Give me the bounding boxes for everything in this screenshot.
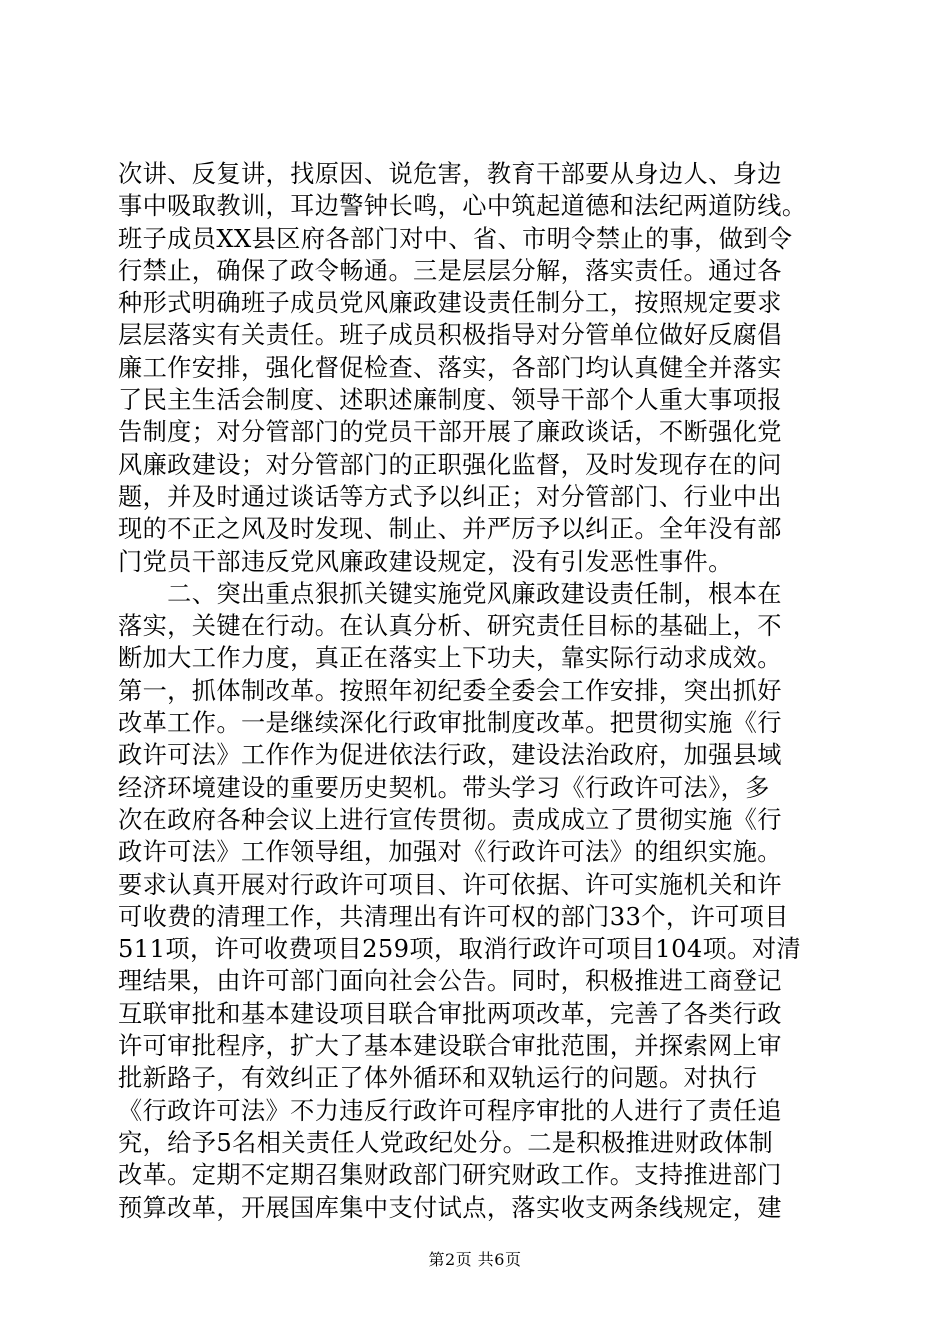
text-line: 政许可法》工作领导组，加强对《行政许可法》的组织实施。 [118, 838, 782, 867]
text-line: 要求认真开展对行政许可项目、许可依据、许可实施机关和许 [118, 870, 782, 899]
text-line: 批新路子，有效纠正了体外循环和双轨运行的问题。对执行 [118, 1064, 758, 1093]
text-line: 《行政许可法》不力违反行政许可程序审批的人进行了责任追 [118, 1096, 782, 1125]
text-line: 511项，许可收费项目259项，取消行政许可项目104项。对清 [118, 935, 802, 964]
text-line: 许可审批程序，扩大了基本建设联合审批范围，并探索网上审 [118, 1032, 782, 1061]
text-line: 可收费的清理工作，共清理出有许可权的部门33个，许可项目 [118, 902, 789, 931]
text-line: 现的不正之风及时发现、制止、并严厉予以纠正。全年没有部 [118, 515, 782, 544]
text-line: 行禁止，确保了政令畅通。三是层层分解，落实责任。通过各 [118, 256, 782, 285]
text-line: 改革。定期不定期召集财政部门研究财政工作。支持推进部门 [118, 1161, 782, 1190]
body-text [118, 158, 838, 1224]
text-line: 经济环境建设的重要历史契机。带头学习《行政许可法》，多 [118, 773, 770, 802]
text-line: 风廉政建设；对分管部门的正职强化监督，及时发现存在的问 [118, 450, 782, 479]
text-line: 断加大工作力度，真正在落实上下功夫，靠实际行动求成效。 [118, 644, 782, 673]
text-line: 次讲、反复讲，找原因、说危害，教育干部要从身边人、身边 [118, 160, 782, 188]
page-footer: 第2页 共6页 [428, 1250, 522, 1269]
text-line: 层层落实有关责任。班子成员积极指导对分管单位做好反腐倡 [118, 321, 782, 350]
text-line: 次在政府各种会议上进行宣传贯彻。责成成立了贯彻实施《行 [118, 805, 782, 834]
text-line: 廉工作安排，强化督促检查、落实，各部门均认真健全并落实 [118, 353, 782, 382]
text-line: 事中吸取教训，耳边警钟长鸣，心中筑起道德和法纪两道防线。 [118, 192, 807, 221]
text-line: 政许可法》工作作为促进依法行政，建设法治政府，加强县域 [118, 741, 782, 770]
text-line: 落实，关键在行动。在认真分析、研究责任目标的基础上，不 [118, 612, 782, 641]
text-line: 改革工作。一是继续深化行政审批制度改革。把贯彻实施《行 [118, 709, 782, 738]
text-line: 门党员干部违反党风廉政建设规定，没有引发恶性事件。 [118, 547, 733, 576]
text-line: 班子成员XX县区府各部门对中、省、市明令禁止的事，做到令 [118, 224, 793, 253]
text-line: 预算改革，开展国库集中支付试点，落实收支两条线规定，建 [118, 1193, 782, 1222]
text-line: 理结果，由许可部门面向社会公告。同时，积极推进工商登记 [118, 967, 782, 996]
text-line: 种形式明确班子成员党风廉政建设责任制分工，按照规定要求 [118, 289, 782, 318]
text-line: 二、突出重点狠抓关键实施党风廉政建设责任制，根本在 [118, 579, 782, 608]
text-line: 了民主生活会制度、述职述廉制度、领导干部个人重大事项报 [118, 386, 782, 415]
text-line: 告制度；对分管部门的党员干部开展了廉政谈话，不断强化党 [118, 418, 782, 447]
text-line: 究，给予5名相关责任人党政纪处分。二是积极推进财政体制 [118, 1128, 774, 1157]
text-line: 题，并及时通过谈话等方式予以纠正；对分管部门、行业中出 [118, 482, 782, 511]
text-line: 第一，抓体制改革。按照年初纪委全委会工作安排，突出抓好 [118, 676, 782, 705]
text-line: 互联审批和基本建设项目联合审批两项改革，完善了各类行政 [118, 999, 782, 1028]
